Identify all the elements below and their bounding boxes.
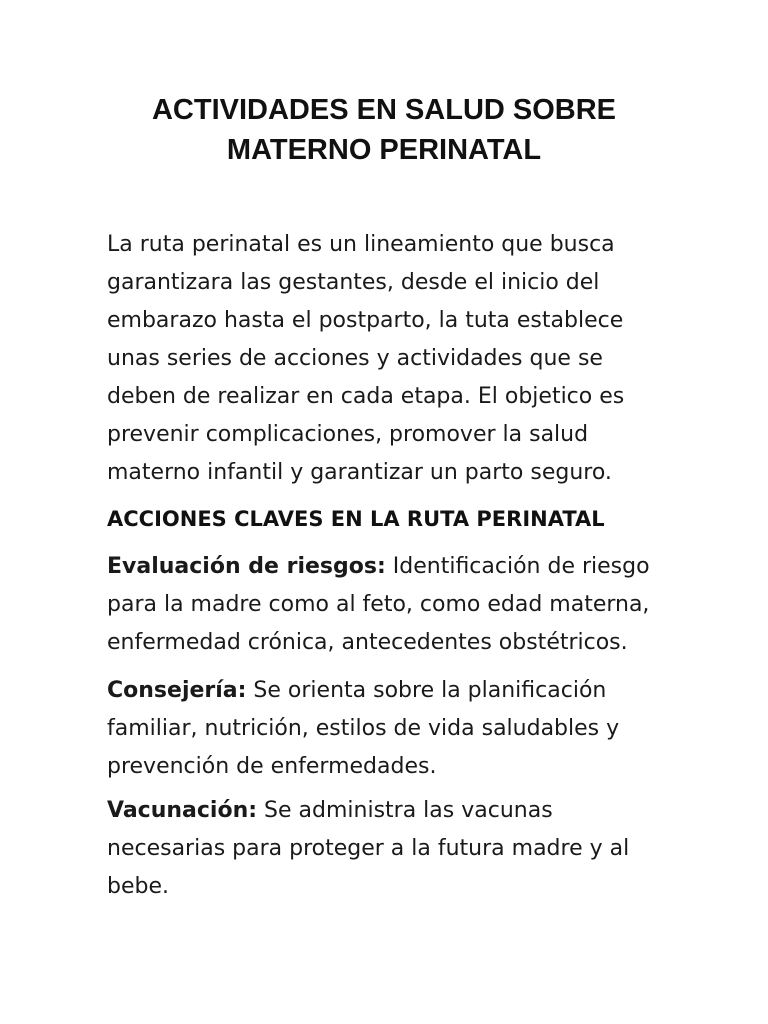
item-evaluacion-riesgos: [107, 548, 687, 662]
intro-line: garantizara las gestantes, desde el inicio del: [107, 270, 600, 295]
item-text: Se administra las vacunas: [257, 798, 553, 823]
item-first-line: [107, 672, 687, 710]
item-line: para la madre como al feto, como edad materna,: [107, 592, 650, 617]
item-first-line: [107, 792, 687, 830]
item-line: necesarias para proteger a la futura madre y al: [107, 836, 630, 861]
item-text: Se orienta sobre la planificación: [246, 678, 607, 703]
section-heading: ACCIONES CLAVES EN LA RUTA PERINATAL: [107, 507, 605, 531]
title-line: ACTIVIDADES EN SALUD SOBRE: [151, 94, 617, 126]
intro-line: prevenir complicaciones, promover la salud: [107, 422, 589, 447]
title-line: MATERNO PERINATAL: [226, 134, 542, 166]
document-title: [60, 90, 708, 170]
item-term: Vacunación:: [107, 798, 258, 823]
item-line: prevención de enfermedades.: [107, 754, 437, 779]
item-term: Consejería:: [107, 678, 247, 703]
intro-line: unas series de acciones y actividades que se: [107, 346, 603, 371]
intro-line: materno infantil y garantizar un parto seguro.: [107, 460, 612, 485]
item-line: familiar, nutrición, estilos de vida saludables y: [107, 716, 620, 741]
item-consejeria: [107, 672, 687, 786]
item-term: Evaluación de riesgos:: [107, 554, 386, 579]
item-first-line: [107, 548, 687, 586]
item-line: enfermedad crónica, antecedentes obstétricos.: [107, 630, 628, 655]
intro-line: deben de realizar en cada etapa. El objetico es: [107, 384, 625, 409]
intro-line: La ruta perinatal es un lineamiento que busca: [107, 232, 615, 257]
item-vacunacion: [107, 792, 687, 906]
intro-line: embarazo hasta el postparto, la tuta establece: [107, 308, 624, 333]
intro-paragraph: [107, 226, 687, 492]
item-text: Identificación de riesgo: [385, 554, 650, 579]
item-line: bebe.: [107, 874, 169, 899]
